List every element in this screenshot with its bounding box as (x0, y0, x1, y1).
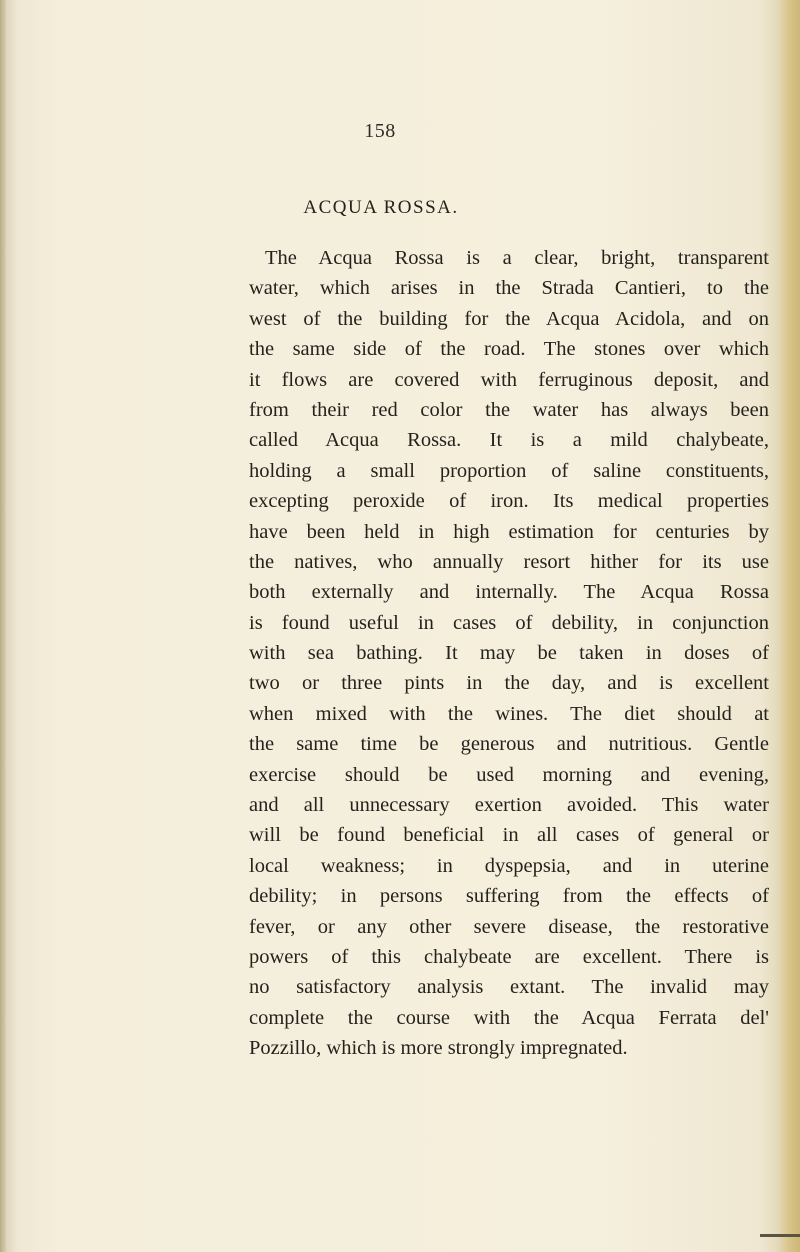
text-line: Pozzillo, which is more strongly impregnated. (249, 1037, 628, 1060)
page-right-edge (778, 0, 800, 1252)
text-line: and all unnecessary exertion avoided. This water (249, 794, 769, 817)
text-line: local weakness; in dyspepsia, and in uterine (249, 854, 769, 877)
text-line: called Acqua Rossa. It is a mild chalybeate, (249, 429, 769, 452)
text-line: it flows are covered with ferruginous deposit, and (249, 368, 769, 391)
text-line: is found useful in cases of debility, in conjunction (249, 611, 769, 634)
text-line: both externally and internally. The Acqua Rossa (249, 581, 769, 604)
text-line: no satisfactory analysis extant. The invalid may (249, 976, 769, 999)
body-paragraph (249, 243, 769, 1064)
text-line: the same side of the road. The stones over which (249, 338, 769, 361)
text-line: debility; in persons suffering from the effects of (249, 885, 769, 908)
text-line: fever, or any other severe disease, the restorative (249, 915, 769, 938)
text-line: will be found beneficial in all cases of general or (249, 824, 769, 847)
section-heading: ACQUA ROSSA. (303, 197, 459, 218)
text-line: west of the building for the Acqua Acidola, and on (249, 307, 769, 330)
text-line: The Acqua Rossa is a clear, bright, transparent (265, 247, 769, 269)
text-line: two or three pints in the day, and is excellent (249, 672, 769, 695)
page-number: 158 (364, 120, 396, 142)
text-line: with sea bathing. It may be taken in doses of (249, 642, 769, 665)
text-line: exercise should be used morning and evening, (249, 763, 769, 786)
text-line: when mixed with the wines. The diet should at (249, 702, 769, 725)
text-line: have been held in high estimation for centuries by (249, 520, 769, 543)
text-line: water, which arises in the Strada Cantieri, to the (249, 277, 769, 300)
text-line: complete the course with the Acqua Ferrata del' (249, 1006, 769, 1029)
text-line: excepting peroxide of iron. Its medical properties (249, 490, 769, 513)
text-line: the natives, who annually resort hither for its use (249, 550, 769, 573)
text-line: the same time be generous and nutritious. Gentle (249, 733, 769, 756)
page-corner-mark (760, 1234, 800, 1237)
page-left-edge (0, 0, 6, 1252)
text-line: holding a small proportion of saline constituents, (249, 459, 769, 482)
text-line: powers of this chalybeate are excellent. There is (249, 945, 769, 968)
text-line: from their red color the water has always been (249, 398, 769, 421)
